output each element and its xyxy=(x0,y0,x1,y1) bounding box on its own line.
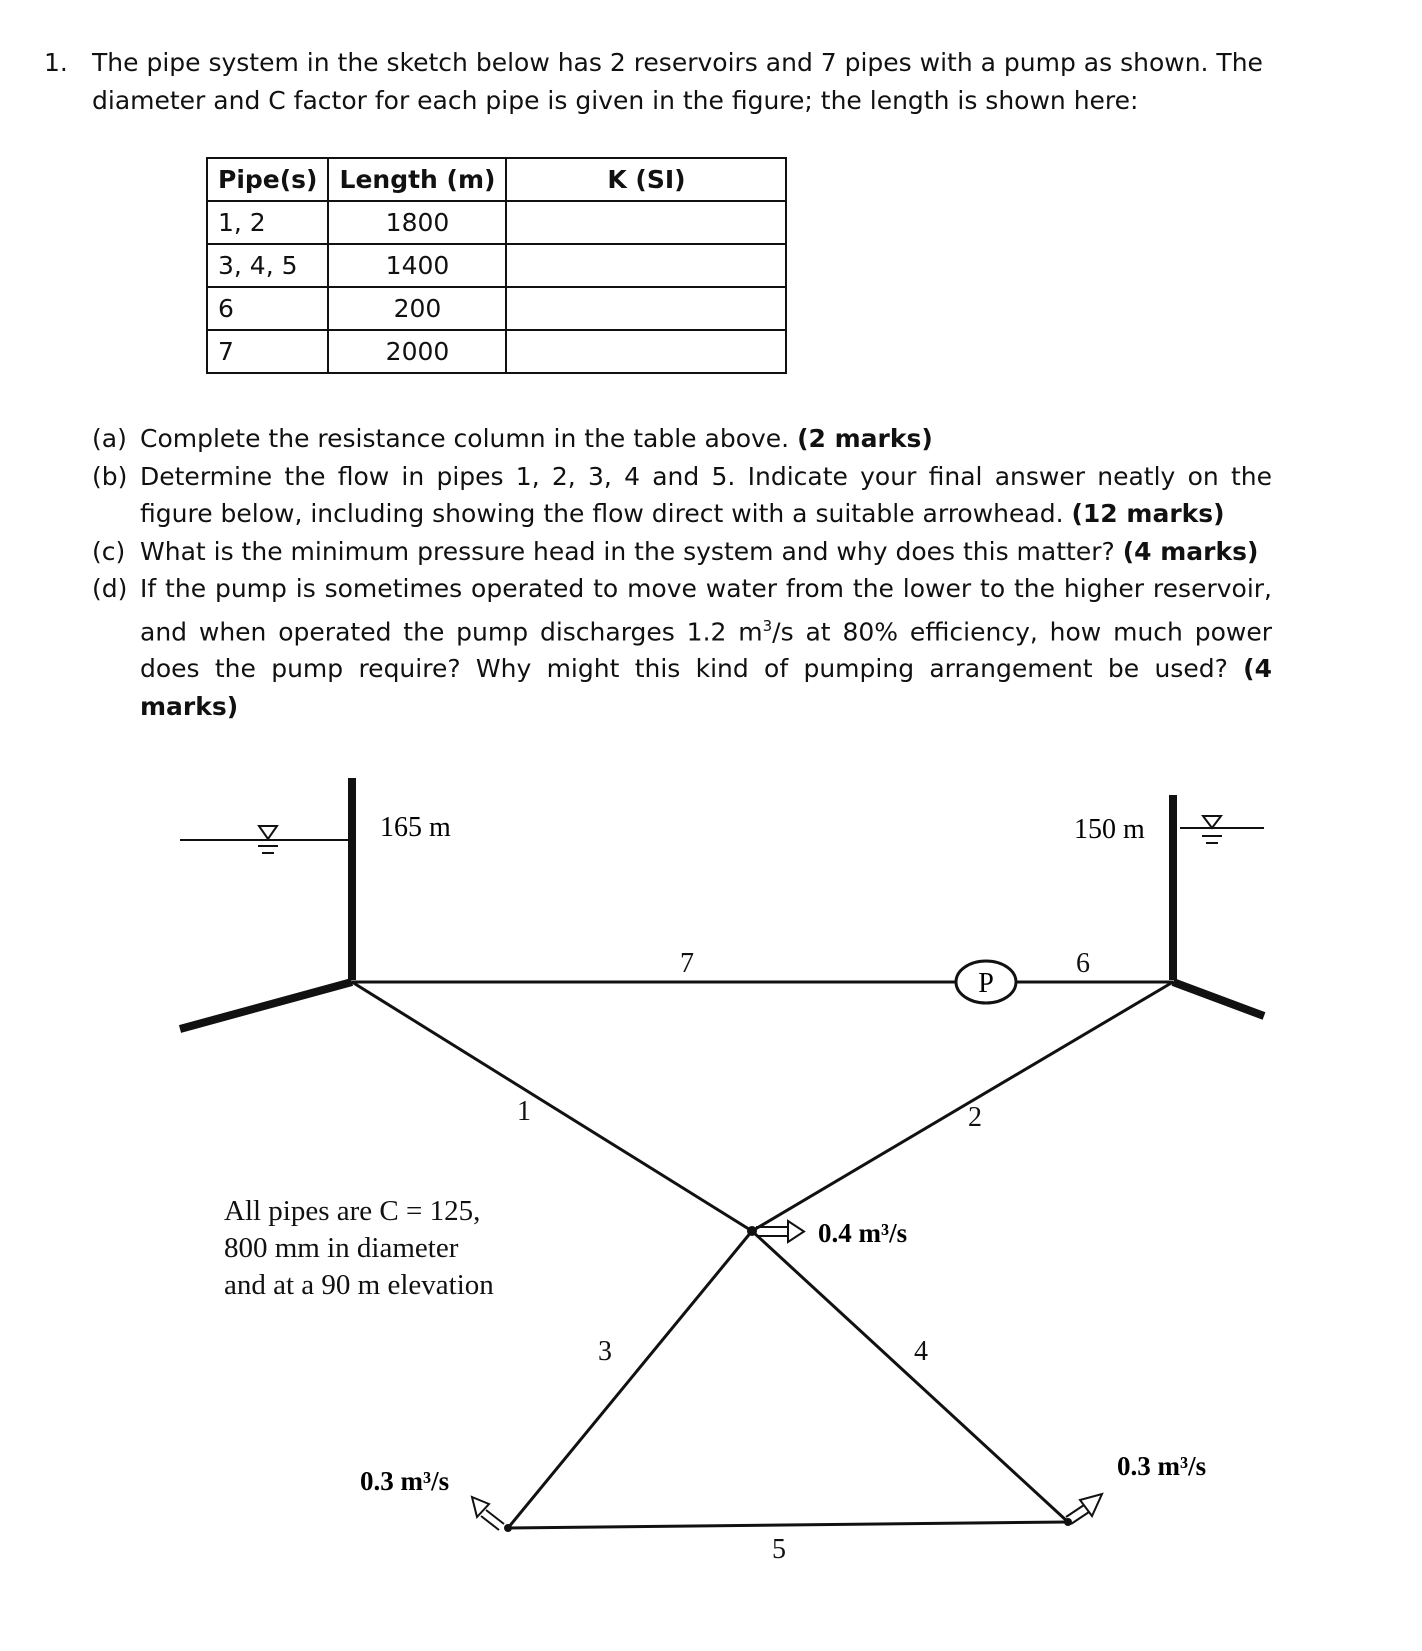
part-marks: (2 marks) xyxy=(797,424,933,453)
demand-center-label: 0.4 m³/s xyxy=(818,1218,908,1248)
pipe-label-1: 1 xyxy=(517,1096,531,1127)
pipe-label-7: 7 xyxy=(680,948,694,979)
pipe-length-table xyxy=(206,157,787,374)
left-reservoir-level: 165 m xyxy=(380,812,451,843)
cell-pipes: 3, 4, 5 xyxy=(207,244,328,287)
header-k: K (SI) xyxy=(506,158,786,201)
cell-k xyxy=(506,287,786,330)
question-number: 1. xyxy=(44,48,68,77)
part-marks: (4 marks) xyxy=(1122,536,1259,566)
pipe-2 xyxy=(752,982,1173,1231)
cell-length: 200 xyxy=(328,287,506,330)
part-text: Determine the flow in pipes 1, 2, 3, 4 and 5. Indicate your final answer neatly on the figure below, including showing the flow direct with a suitable arrowhead. xyxy=(140,461,1272,528)
part-text-continued: /s at 80% efficiency, how much power does the pump require? Why might this kind of pumping arrangement be used? xyxy=(140,616,1272,684)
pipe-network-diagram xyxy=(0,760,1422,1620)
cell-k xyxy=(506,244,786,287)
part-a xyxy=(92,420,1272,458)
cell-k xyxy=(506,330,786,373)
cell-pipes: 1, 2 xyxy=(207,201,328,244)
part-label: (a) xyxy=(92,424,127,453)
cell-length: 1800 xyxy=(328,201,506,244)
cell-pipes: 7 xyxy=(207,330,328,373)
left-reservoir xyxy=(180,778,451,1029)
pipe-label-5: 5 xyxy=(772,1534,786,1565)
part-c xyxy=(92,533,1272,571)
pipe-5 xyxy=(508,1522,1068,1528)
part-text: If the pump is sometimes operated to move water from the lower to the higher reservoir, and when operated the pump discharges 1.2 m xyxy=(140,574,1272,646)
table-header-row xyxy=(207,158,786,201)
part-d xyxy=(92,570,1272,725)
demand-arrow-left xyxy=(472,1497,504,1530)
header-pipes: Pipe(s) xyxy=(207,158,328,201)
right-reservoir-level: 150 m xyxy=(1074,814,1145,845)
part-text: What is the minimum pressure head in the system and why does this matter? xyxy=(140,536,1115,566)
cell-length: 1400 xyxy=(328,244,506,287)
part-label: (c) xyxy=(92,536,126,566)
demand-left-label: 0.3 m³/s xyxy=(360,1466,450,1496)
part-b xyxy=(92,458,1272,533)
part-text-superscript: 3 xyxy=(762,616,773,635)
junction-center xyxy=(747,1226,757,1236)
part-label: (d) xyxy=(92,574,128,603)
note-line: and at a 90 m elevation xyxy=(224,1269,494,1301)
question-parts xyxy=(92,420,1272,725)
right-reservoir-bank xyxy=(1173,982,1264,1016)
part-text: Complete the resistance column in the table above. xyxy=(140,424,790,453)
pipe-1 xyxy=(352,982,752,1231)
water-level-icon xyxy=(1202,816,1222,843)
cell-pipes: 6 xyxy=(207,287,328,330)
question xyxy=(44,44,1284,120)
table-row xyxy=(207,201,786,244)
pipe-4 xyxy=(752,1231,1068,1522)
pipe-note xyxy=(224,1195,494,1301)
pump xyxy=(956,961,1016,1003)
pipe-label-2: 2 xyxy=(968,1102,982,1133)
pipe-label-4: 4 xyxy=(914,1336,928,1367)
left-reservoir-bank xyxy=(180,982,352,1029)
pump-label: P xyxy=(978,968,994,999)
demand-right-label: 0.3 m³/s xyxy=(1117,1451,1207,1481)
table-row xyxy=(207,244,786,287)
part-label: (b) xyxy=(92,461,128,491)
table-row xyxy=(207,287,786,330)
pipe-label-3: 3 xyxy=(598,1336,612,1367)
table-row xyxy=(207,330,786,373)
part-marks: (12 marks) xyxy=(1071,499,1225,528)
note-line: 800 mm in diameter xyxy=(224,1232,459,1264)
junction-left xyxy=(504,1524,512,1532)
part-marks: (4 marks) xyxy=(140,654,1272,721)
question-text: The pipe system in the sketch below has 2 reservoirs and 7 pipes with a pump as shown. The diameter and C factor for each pipe is given in the figure; the length is shown here: xyxy=(92,48,1263,115)
header-length: Length (m) xyxy=(328,158,506,201)
junction-right xyxy=(1064,1518,1072,1526)
cell-length: 2000 xyxy=(328,330,506,373)
note-line: All pipes are C = 125, xyxy=(224,1195,481,1227)
pipe-3 xyxy=(508,1231,752,1528)
pipe-label-6: 6 xyxy=(1076,948,1090,979)
cell-k xyxy=(506,201,786,244)
demand-arrow-right xyxy=(1066,1494,1102,1524)
